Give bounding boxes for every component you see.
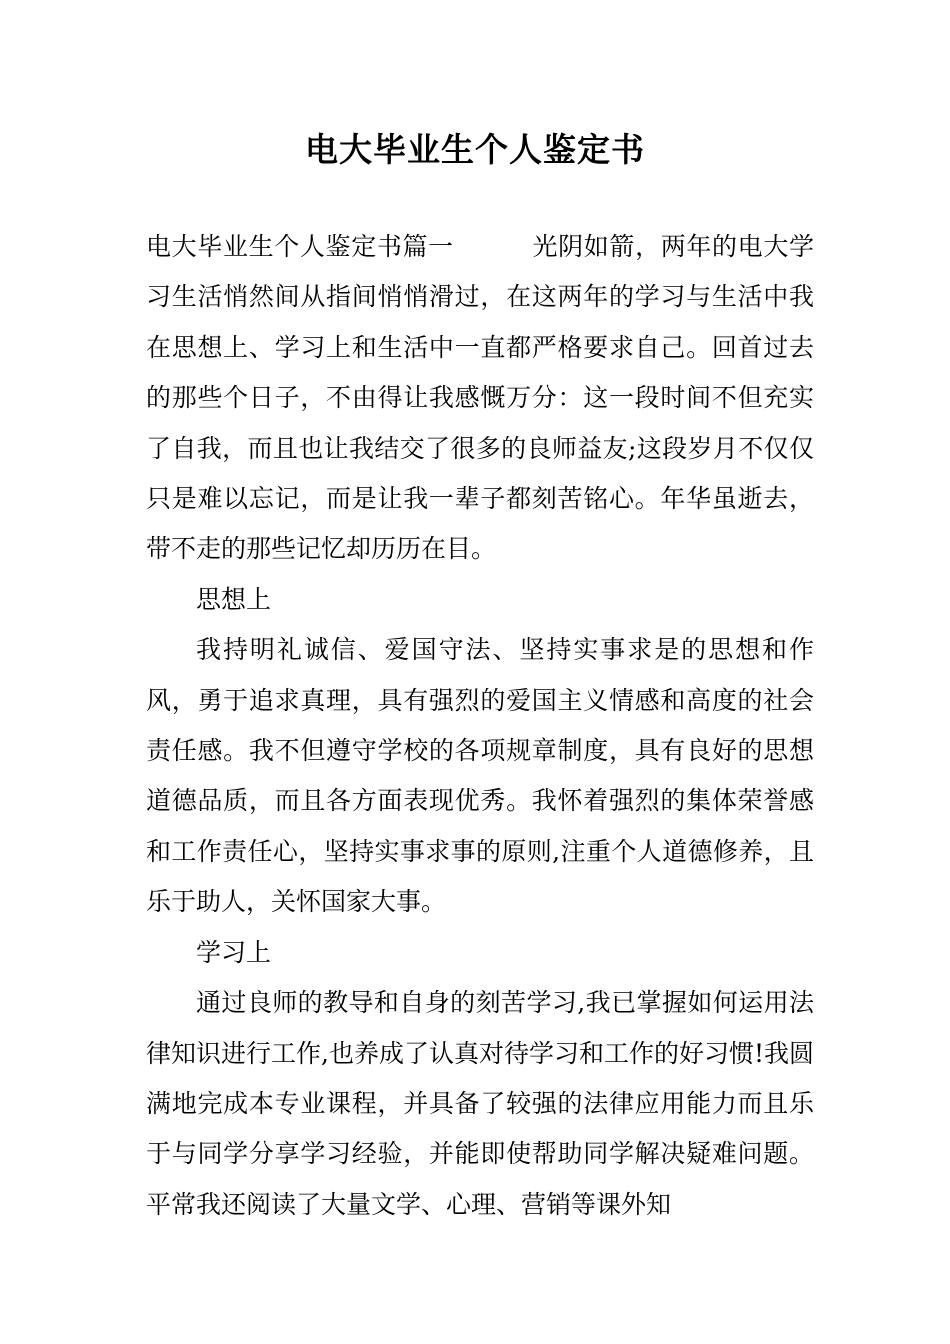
intro-label: 电大毕业生个人鉴定书篇一 <box>146 232 454 261</box>
section-paragraph-thought: 我持明礼诚信、爱国守法、坚持实事求是的思想和作风，勇于追求真理，具有强烈的爱国主义情感和高度的社会责任感。我不但遵守学校的各项规章制度，具有良好的思想道德品质，而且各方面表现优秀。我怀着强烈的集体荣誉感和工作责任心，坚持实事求事的原则,注重个人道德修养，且乐于助人，关怀国家大事。 <box>146 635 814 917</box>
document-title: 电大毕业生个人鉴定书 <box>305 130 645 169</box>
section-heading-thought: 思想上 <box>196 584 272 614</box>
section-paragraph-study: 通过良师的教导和自身的刻苦学习,我已掌握如何运用法律知识进行工作,也养成了认真对待学习和工作的好习惯!我圆满地完成本专业课程，并具备了较强的法律应用能力而且乐于与同学分享学习经验，并能即使帮助同学解决疑难问题。平常我还阅读了大量文学、心理、营销等课外知 <box>146 988 814 1219</box>
document-body <box>146 222 814 1230</box>
intro-text: 光阴如箭，两年的电大学习生活悄然间从指间悄悄滑过，在这两年的学习与生活中我在思想上、学习上和生活中一直都严格要求自己。回首过去的那些个日子，不由得让我感慨万分：这一段时间不但充实了自我，而且也让我结交了很多的良师益友;这段岁月不仅仅只是难以忘记，而是让我一辈子都刻苦铭心。年华虽逝去，带不走的那些记忆却历历在目。 <box>146 232 814 564</box>
section-heading-study: 学习上 <box>196 937 272 967</box>
intro-paragraph <box>146 222 814 575</box>
